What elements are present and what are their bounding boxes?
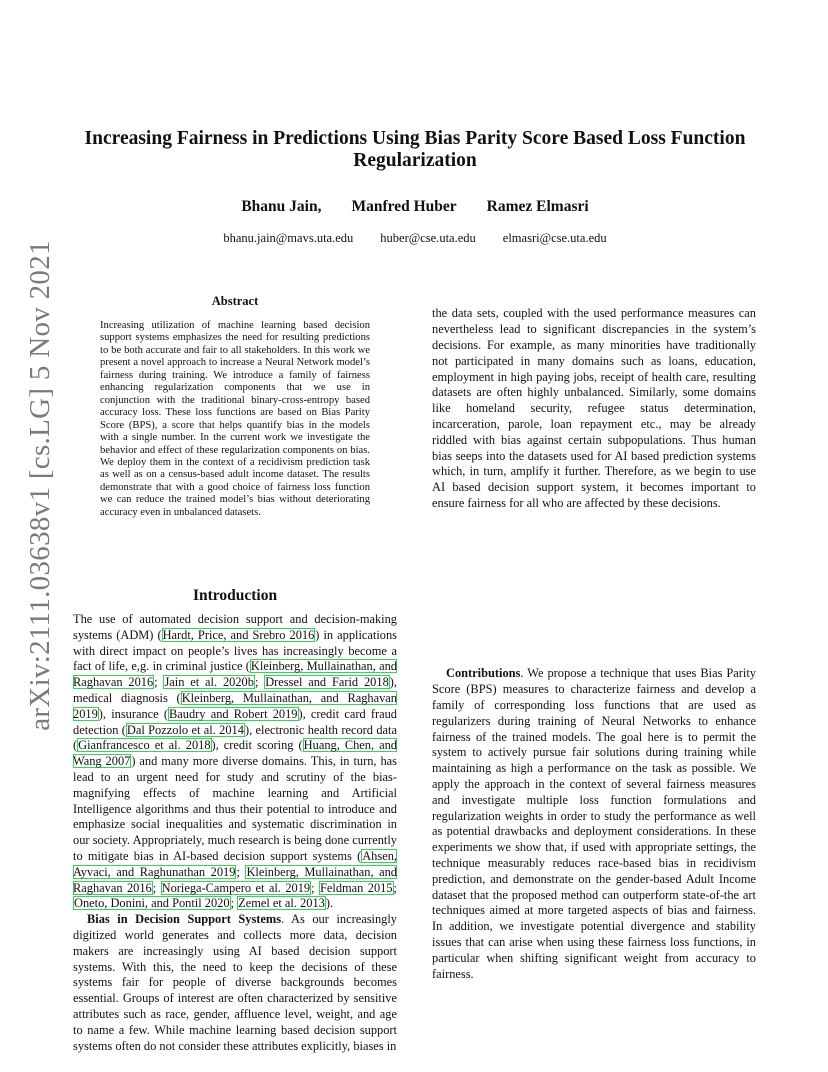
arxiv-identifier [20,239,60,731]
arxiv-identifier-text: arXiv:2111.03638v1 [cs.LG] 5 Nov 2021 [23,239,56,731]
citation-link[interactable]: Dressel and Farid 2018 [265,675,389,690]
author-email: bhanu.jain@mavs.uta.edu [223,231,354,245]
paragraph-text: The use of automated decision support and decision-making systems (ADM) ( [73,612,397,642]
citation-link[interactable]: Kleinberg, Mullainathan, and Raghavan 2016 [73,864,398,895]
citation-link[interactable]: Jain et al. 2020b [164,675,254,690]
paragraph-text: ; [236,864,246,879]
paragraph-text: ; [152,880,161,895]
paragraph-text: ; [154,675,164,690]
paragraph-text: ; [230,896,238,911]
citation-link[interactable]: Kleinberg, Mullainathan, and Raghavan 2016 [73,659,398,690]
author-name: Manfred Huber [351,198,457,215]
introduction-heading: Introduction [192,587,278,604]
paragraph-text: ), insurance ( [98,706,169,721]
paragraph-text: . We propose a technique that uses Bias Parity Score (BPS) measures to characterize fairness and develop a family of corresponding loss functions that are used as regularizers during training of Neural Networks to enhance fairness of the trained models. The goal here is to permit the system to actively pursue fair solutions during training while maintaining as high a performance on the task as possible. We apply the approach in the context of several fairness measures and investigate multiple loss function formulations and regularization weights in order to study the performance as well as potential drawbacks and deployment considerations. In these experiments we show that, if used with appropriate settings, the technique measurably reduces race-based bias in recidivism prediction, and demonstrate on the gender-based Adult Income dataset that the proposed method can outperform state-of-the art techniques aimed at more targeted aspects of bias and fairness. In addition, we investigate potential divergence and stability issues that can arise when using these fairness loss functions, in particular when shifting significant weight from accuracy to fairness. [432,666,756,981]
citation-link[interactable]: Oneto, Donini, and Pontil 2020 [74,896,230,911]
author-emails [70,231,760,246]
run-in-heading: Contributions [446,666,521,681]
citation-link[interactable]: Dal Pozzolo et al. 2014 [126,722,244,737]
introduction-paragraph [73,912,397,1054]
introduction-right-column-contributions [432,654,756,995]
abstract-body: Increasing utilization of machine learning based decision support systems emphasizes the need for resulting predictions to be both accurate and fair to all stakeholders. In this work we present a novel approach to increase a Neural Network model’s fairness during training. We introduce a family of fairness enhancing regularization components that we use in conjunction with the traditional binary-cross-entropy based accuracy loss. These loss functions are based on Bias Parity Score (BPS), a score that helps quantify bias in the models with a single number. In the current work we investigate the behavior and effect of these regularization components on bias. We deploy them in the context of a recidivism prediction task as well as on a census-based adult income dataset. The results demonstrate that with a good choice of fairness loss function we can reduce the trained model’s bias without deteriorating accuracy even in unbalanced datasets. [100,320,370,518]
introduction-right-column-continuation [432,294,756,524]
author-name: Ramez Elmasri [486,198,589,215]
author-email: elmasri@cse.uta.edu [502,231,607,245]
paragraph-text: ) in applications with direct impact on people’s lives has increasingly become a fact of life, e,g. in criminal justice ( [73,627,397,674]
author-email: huber@cse.uta.edu [380,231,476,245]
paragraph-text: ), credit scoring ( [211,738,303,753]
citation-link[interactable]: Huang, Chen, and Wang 2007 [73,738,398,769]
paragraph-text: ; [254,675,265,690]
citation-link[interactable]: Feldman 2015 [319,880,393,895]
paragraph-text: the data sets, coupled with the used performance measures can nevertheless lead to significant discrepancies in the system’s decisions. For example, as many minorities have traditionally not participated in many domains such as loans, education, employment in high paying jobs, receipt of health care, resulting datasets are often highly unbalanced. Similarly, some domains like homeland security, refugee status determination, incarceration, parole, loan repayment etc., may be already riddled with bias against certain subpopulations. Thus human bias seeps into the datasets used for AI based prediction systems which, in turn, amplify it further. Therefore, as we begin to use AI based decision support system, it becomes important to ensure fairness for all who are affected by these decisions. [432,306,756,510]
introduction-paragraph [432,666,756,982]
paragraph-text: . As our increasingly digitized world generates and collects more data, decision makers are increasingly using AI based decision support systems. With this, the need to keep the decisions of these systems fair for people of diverse backgrounds becomes essential. Groups of interest are often characterized by sensitive attributes such as race, gender, affluence level, weight, and age to name a few. While machine learning based decision support systems often do not consider these attributes explicitly, biases in [73,912,397,1053]
citation-link[interactable]: Noriega-Campero et al. 2019 [161,880,311,895]
paragraph-text: ). [325,896,334,911]
paper-title: Increasing Fairness in Predictions Using Bias Parity Score Based Loss Function Regularization [84,128,746,171]
paragraph-text: ) and many more diverse domains. This, in turn, has lead to an urgent need for study and scrutiny of the bias-magnifying effects of machine learning and Artificial Intelligence algorithms and thus their potential to introduce and emphasize social inequalities and systematic discrimination in our society. Appropriately, much research is being done currently to mitigate bias in AI-based decision support systems ( [73,754,397,863]
paragraph-text: ), medical diagnosis ( [73,675,397,705]
citation-link[interactable]: Gianfrancesco et al. 2018 [78,738,211,753]
citation-link[interactable]: Hardt, Price, and Srebro 2016 [162,627,315,642]
paragraph-text: ; [311,880,319,895]
introduction-paragraph [73,612,397,912]
paragraph-text: ), electronic health record data ( [73,722,398,753]
introduction-paragraph-continuation [432,306,756,511]
author-name: Bhanu Jain, [241,198,322,215]
paragraph-text: ; [393,880,397,895]
run-in-heading: Bias in Decision Support Systems [87,912,282,927]
author-list [70,198,760,216]
abstract-heading: Abstract [211,294,259,308]
citation-link[interactable]: Kleinberg, Mullainathan, and Raghavan 2019 [73,690,397,721]
introduction-left-column [73,612,397,1054]
paragraph-text: ), credit card fraud detection ( [73,706,397,737]
citation-link[interactable]: Baudry and Robert 2019 [169,706,298,721]
citation-link[interactable]: Ahsen, Ayvaci, and Raghunathan 2019 [73,848,397,879]
citation-link[interactable]: Zemel et al. 2013 [238,896,325,911]
